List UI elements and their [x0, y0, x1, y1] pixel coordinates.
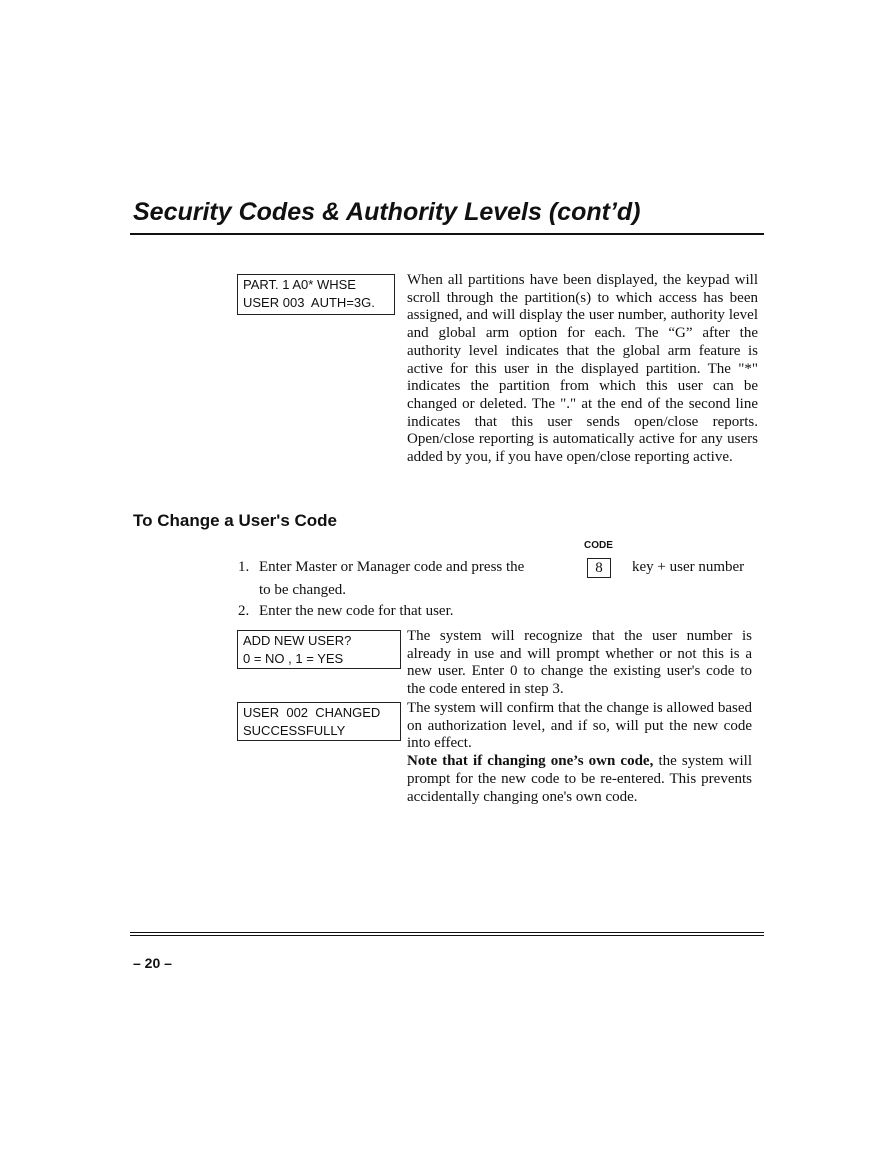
keypad-display-add-user — [237, 630, 401, 669]
step-2-number: 2. — [238, 603, 250, 619]
code-key-icon: 8 — [587, 558, 611, 578]
note-text: the system will prompt for the new code to be re-entered. This prevents accidentally changing one's own code. — [407, 753, 752, 805]
display-line-2: 0 = NO , 1 = YES — [243, 651, 344, 666]
add-user-description — [407, 628, 752, 699]
confirm-paragraph: The system will confirm that the change is allowed based on authorization level, and if so, will put the new code into effect. — [407, 700, 752, 752]
step-1-continuation: to be changed. — [259, 582, 347, 598]
step-1-text-after-key: key + user number — [632, 559, 745, 575]
add-user-paragraph: The system will recognize that the user number is already in use and will prompt whether or not this is a new user. Enter 0 to change the existing user's code to the code entered in step 3. — [407, 628, 752, 698]
note-bold: Note that if changing one’s own code, — [407, 753, 654, 770]
page-title: Security Codes & Authority Levels (cont’d) — [133, 198, 641, 226]
display-line-2: SUCCESSFULLY — [243, 723, 346, 738]
display-line-2: USER 003 AUTH=3G. — [243, 295, 375, 310]
code-key-label: CODE — [584, 540, 613, 551]
keypad-display-changed — [237, 702, 401, 741]
display-line-1: ADD NEW USER? — [243, 633, 352, 648]
note-paragraph — [407, 753, 752, 806]
section-heading: To Change a User's Code — [133, 511, 337, 530]
confirm-description — [407, 700, 752, 806]
partition-paragraph: When all partitions have been displayed, the keypad will scroll through the partition(s) to which access has been assigned, and will display the user number, authority level and global arm option for each. The “G” after the authority level indicates that the global arm feature is active for this user in the displayed partition. The "*" indicates the partition from which this user can be changed or deleted. The "." at the end of the second line indicates that this user sends open/close reports. Open/close reporting is automatically active for any users added by you, if you have open/close reporting active. — [407, 272, 758, 466]
step-1-text: Enter Master or Manager code and press the — [259, 559, 525, 575]
step-2-text: Enter the new code for that user. — [259, 603, 454, 619]
page-number: – 20 – — [133, 955, 172, 971]
display-line-1: PART. 1 A0* WHSE — [243, 277, 356, 292]
header-rule — [130, 233, 764, 235]
keypad-display-partition — [237, 274, 395, 315]
step-1-number: 1. — [238, 559, 250, 575]
footer-rule — [130, 932, 764, 936]
partition-description — [407, 272, 758, 467]
step-1 — [238, 558, 249, 576]
display-line-1: USER 002 CHANGED — [243, 705, 381, 720]
